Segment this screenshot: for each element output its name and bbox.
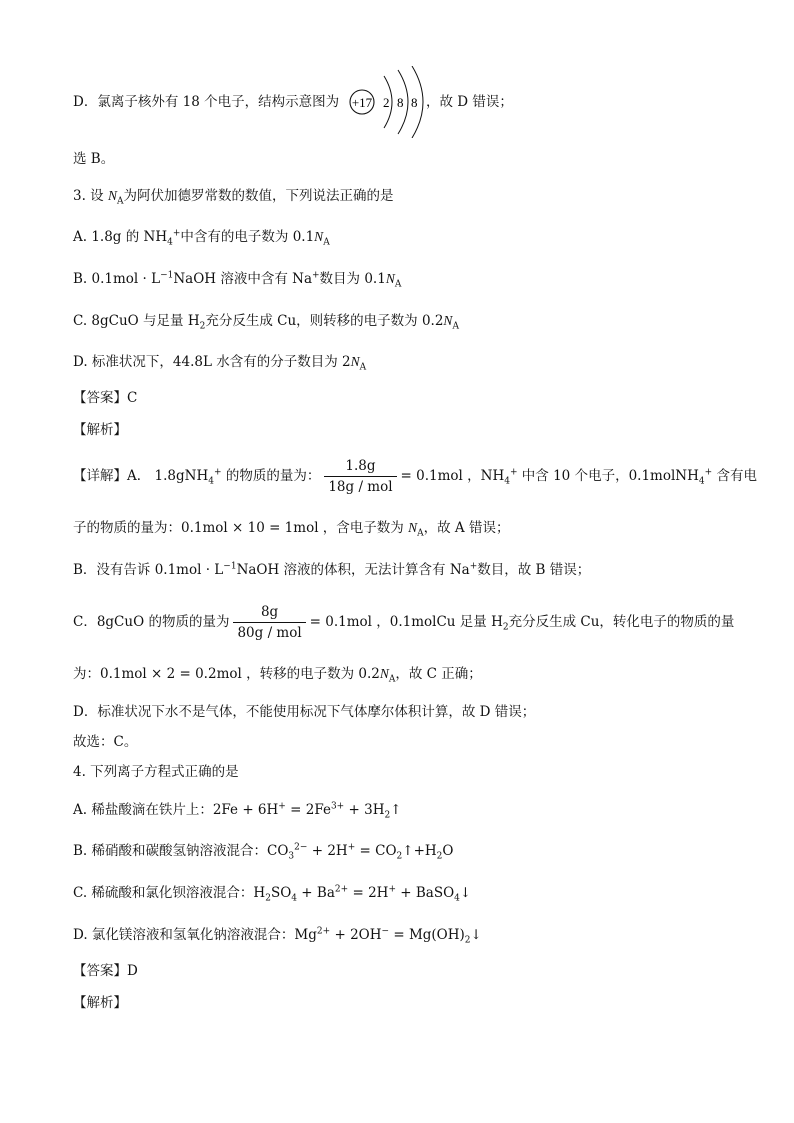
q4-stem: 4. 下列离子方程式正确的是 xyxy=(73,764,239,780)
q3-detail-line-4: C．8gCuO 的物质的量为 $\frac{8g}{\text{80g / mol}}$ = 0.1mol ，0.1molCu 足量 $H_2$充分反生成 Cu，转化电子的物质的量 xyxy=(73,604,735,641)
fraction-8g: $\frac{8g}{\text{80g / mol}}$ xyxy=(233,602,305,643)
q3-option-d: D. 标准状况下，44.8L 水含有的分子数目为 $2N_A$ xyxy=(73,354,367,373)
q4-option-d: D. 氯化镁溶液和氢氧化钠溶液混合：$Mg^{2+} + 2OH^-$ = $Mg(OH)_2↓$ xyxy=(73,926,482,946)
q4-analysis-label: 【解析】 xyxy=(73,995,127,1011)
fraction-1-8g: $\frac{1.8g}{\text{18g / mol}}$ xyxy=(324,456,396,497)
q4-option-b: B. 稀硝酸和碳酸氢钠溶液混合：$CO_3^{2-} + 2H^+$ = $CO_2↑+H_2O$ xyxy=(73,842,454,862)
q3-option-b: B. $0.1mol \cdot L^{-1}NaOH$ 溶液中含有 Na+数目为 $0.1N_A$ xyxy=(73,270,402,290)
nucleus-label: +17 xyxy=(351,95,373,110)
q3-detail-line-7: 故选：C。 xyxy=(73,734,138,750)
choose-b-line: 选 B。 xyxy=(73,151,115,167)
q4-option-a: A. 稀盐酸滴在铁片上：$2Fe + 6H^+ = 2Fe^{3+}$ + $3H_2↑$ xyxy=(73,801,402,821)
d-option-suffix: ，故 D 错误； xyxy=(426,94,513,110)
d-option-text: D．氯离子核外有 18 个电子，结构示意图为 xyxy=(73,94,340,110)
answer-value: D xyxy=(127,963,138,979)
answer-label: 【答案】 xyxy=(73,390,127,406)
q3-detail-line-1: 【详解】A． 1.8gNH$_4$+ 的物质的量为： $\frac{1.8g}{\text{18g / mol}}$ = 0.1mol ，$NH_4^+$ 中含 10 个电子，0.1molNH$_4$+ 含有电 xyxy=(73,458,757,495)
q3-option-c: C. 8gCuO 与足量 $H_2$充分反生成 Cu，则转移的电子数为 $0.2N_A$ xyxy=(73,313,459,332)
chlorine-ion-structure-diagram xyxy=(348,66,432,138)
shell-3-count: 8 xyxy=(411,95,418,110)
q3-option-a: A. 1.8g 的 $NH_4^+$中含有的电子数为 $0.1N_A$ xyxy=(73,228,330,248)
d-option-suffix-line xyxy=(426,93,513,111)
q4-answer xyxy=(73,962,138,980)
q3-detail-line-5: 为：0.1mol × 2 = 0.2mol ，转移的电子数为 $0.2N_A$，故 C 正确； xyxy=(73,666,482,685)
q2-d-option-line xyxy=(73,93,339,111)
q3-detail-line-2: 子的物质的量为：0.1mol × 10 = 1mol ，含电子数为 $N_A$，故 A 错误； xyxy=(73,520,510,539)
answer-label: 【答案】 xyxy=(73,963,127,979)
q3-detail-line-3: B．没有告诉 $0.1mol \cdot L^{-1}NaOH$ 溶液的体积，无法计算含有 Na+数目，故 B 错误； xyxy=(73,561,591,578)
q4-option-c: C. 稀硫酸和氯化钡溶液混合：$H_2SO_4 + Ba^{2+} = 2H^+$ + BaSO$_4$↓ xyxy=(73,884,472,904)
answer-value: C xyxy=(127,390,138,406)
q3-stem: 3. 设 $N_A$为阿伏加德罗常数的数值，下列说法正确的是 xyxy=(73,188,394,207)
q3-analysis-label: 【解析】 xyxy=(73,422,127,438)
q3-answer xyxy=(73,389,137,407)
shell-2-count: 8 xyxy=(397,95,404,110)
shell-1-count: 2 xyxy=(383,95,390,110)
q3-detail-line-6: D．标准状况下水不是气体，不能使用标况下气体摩尔体积计算，故 D 错误； xyxy=(73,704,536,720)
